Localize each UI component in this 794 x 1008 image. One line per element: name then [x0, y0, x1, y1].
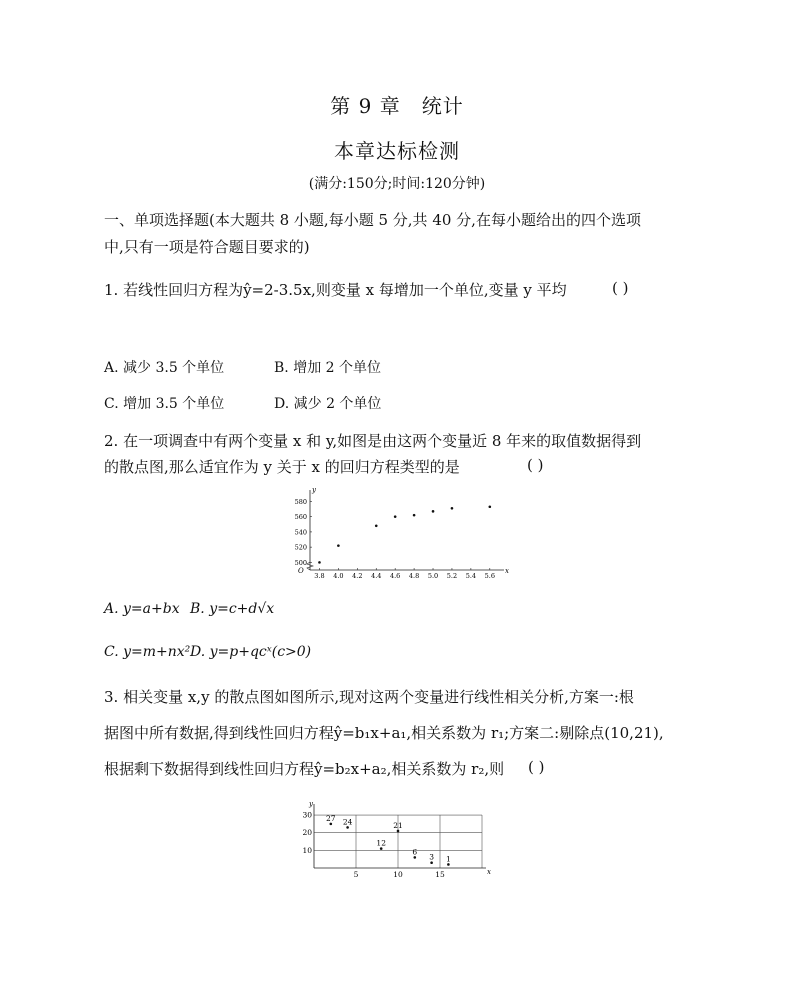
q2-option-a: A. y=a+bx — [104, 601, 180, 617]
point-label: 1 — [446, 854, 451, 864]
q3-stem-line1: 3. 相关变量 x,y 的散点图如图所示,现对这两个变量进行线性相关分析,方案一:根 — [104, 688, 634, 706]
y-axis-label: y — [309, 800, 313, 808]
scatter-point — [337, 544, 340, 547]
x-axis-label: x — [487, 868, 491, 876]
x-tick-label: 4.8 — [408, 572, 420, 580]
q3-answer-paren: ( ) — [528, 758, 545, 776]
q2-stem-line1: 2. 在一项调查中有两个变量 x 和 y,如图是由这两个变量近 8 年来的取值数据得到 — [104, 432, 642, 450]
scatter-point — [375, 525, 378, 528]
point-label: 21 — [393, 820, 403, 830]
scatter-point — [318, 561, 321, 564]
q2-stem-line2: 的散点图,那么适宜作为 y 关于 x 的回归方程类型的是 — [104, 458, 460, 476]
x-axis-label: x — [505, 567, 509, 575]
q2-option-d: D. y=p+qcˣ(c>0) — [190, 644, 312, 660]
point-label: 24 — [342, 817, 353, 827]
q3-stem-line2: 据图中所有数据,得到线性回归方程ŷ=b₁x+a₁,相关系数为 r₁;方案二:剔除点(10,21), — [104, 724, 664, 742]
x-tick-label: 5 — [353, 870, 359, 879]
scatter-point — [380, 847, 383, 850]
x-tick-label: 5.2 — [446, 572, 458, 580]
y-tick-label: 560 — [294, 513, 307, 522]
point-label: 6 — [412, 847, 418, 857]
q2-option-c: C. y=m+nx² — [104, 644, 191, 660]
section-title: 本章达标检测 — [334, 139, 460, 163]
scatter-point — [432, 510, 435, 513]
x-tick-label: 4.2 — [352, 572, 363, 580]
scatter-point — [414, 856, 417, 859]
point-label: 3 — [429, 852, 434, 862]
scatter-point — [330, 823, 333, 826]
q1-option-b: B. 增加 2 个单位 — [274, 360, 381, 376]
q1-answer-paren: ( ) — [612, 279, 629, 297]
q3-scatter-chart — [296, 800, 496, 882]
q1-option-c: C. 增加 3.5 个单位 — [104, 396, 225, 412]
q1-option-a: A. 减少 3.5 个单位 — [104, 360, 225, 376]
point-label: 27 — [326, 813, 336, 823]
x-tick-label: 4.4 — [371, 572, 382, 580]
x-tick-label: 4.6 — [389, 572, 401, 580]
q2-answer-paren: ( ) — [527, 456, 544, 474]
y-tick-label: 580 — [294, 497, 307, 506]
x-tick-label: 5.0 — [427, 572, 439, 580]
scatter-point — [447, 863, 450, 866]
y-tick-label: 540 — [294, 528, 307, 537]
x-tick-label: 3.8 — [314, 572, 325, 580]
q1-option-d: D. 减少 2 个单位 — [274, 396, 382, 412]
x-tick-label: 15 — [435, 870, 445, 879]
section1-heading-line2: 中,只有一项是符合题目要求的) — [104, 238, 310, 256]
x-tick-label: 5.4 — [465, 572, 477, 580]
y-tick-label: 20 — [302, 828, 312, 838]
scatter-point — [451, 507, 454, 510]
scatter-point — [413, 514, 416, 517]
x-tick-label: 5.6 — [484, 572, 495, 580]
q2-option-b: B. y=c+d√x — [190, 601, 275, 617]
point-label: 12 — [376, 838, 386, 848]
q2-scatter-chart — [282, 484, 512, 584]
y-tick-label: 500 — [294, 558, 307, 567]
origin-label: O — [298, 567, 304, 575]
score-time-note: (满分:150分;时间:120分钟) — [308, 176, 486, 192]
x-tick-label: 10 — [393, 870, 403, 879]
q3-stem-line3: 根据剩下数据得到线性回归方程ŷ=b₂x+a₂,相关系数为 r₂,则 — [104, 760, 505, 778]
scatter-point — [397, 830, 400, 833]
scatter-point — [430, 861, 433, 864]
chapter-title: 第 9 章 统计 — [330, 94, 464, 118]
y-tick-label: 30 — [302, 810, 312, 820]
q1-stem: 1. 若线性回归方程为ŷ=2-3.5x,则变量 x 每增加一个单位,变量 y 平均 — [104, 281, 567, 299]
section1-heading-line1: 一、单项选择题(本大题共 8 小题,每小题 5 分,共 40 分,在每小题给出的四个选项 — [104, 211, 641, 229]
y-tick-label: 10 — [302, 845, 312, 855]
y-axis-label: y — [312, 486, 316, 494]
scatter-point — [346, 826, 349, 829]
scatter-point — [394, 515, 397, 518]
y-tick-label: 520 — [294, 543, 307, 552]
x-tick-label: 4.0 — [333, 572, 344, 580]
scatter-point — [489, 505, 492, 508]
